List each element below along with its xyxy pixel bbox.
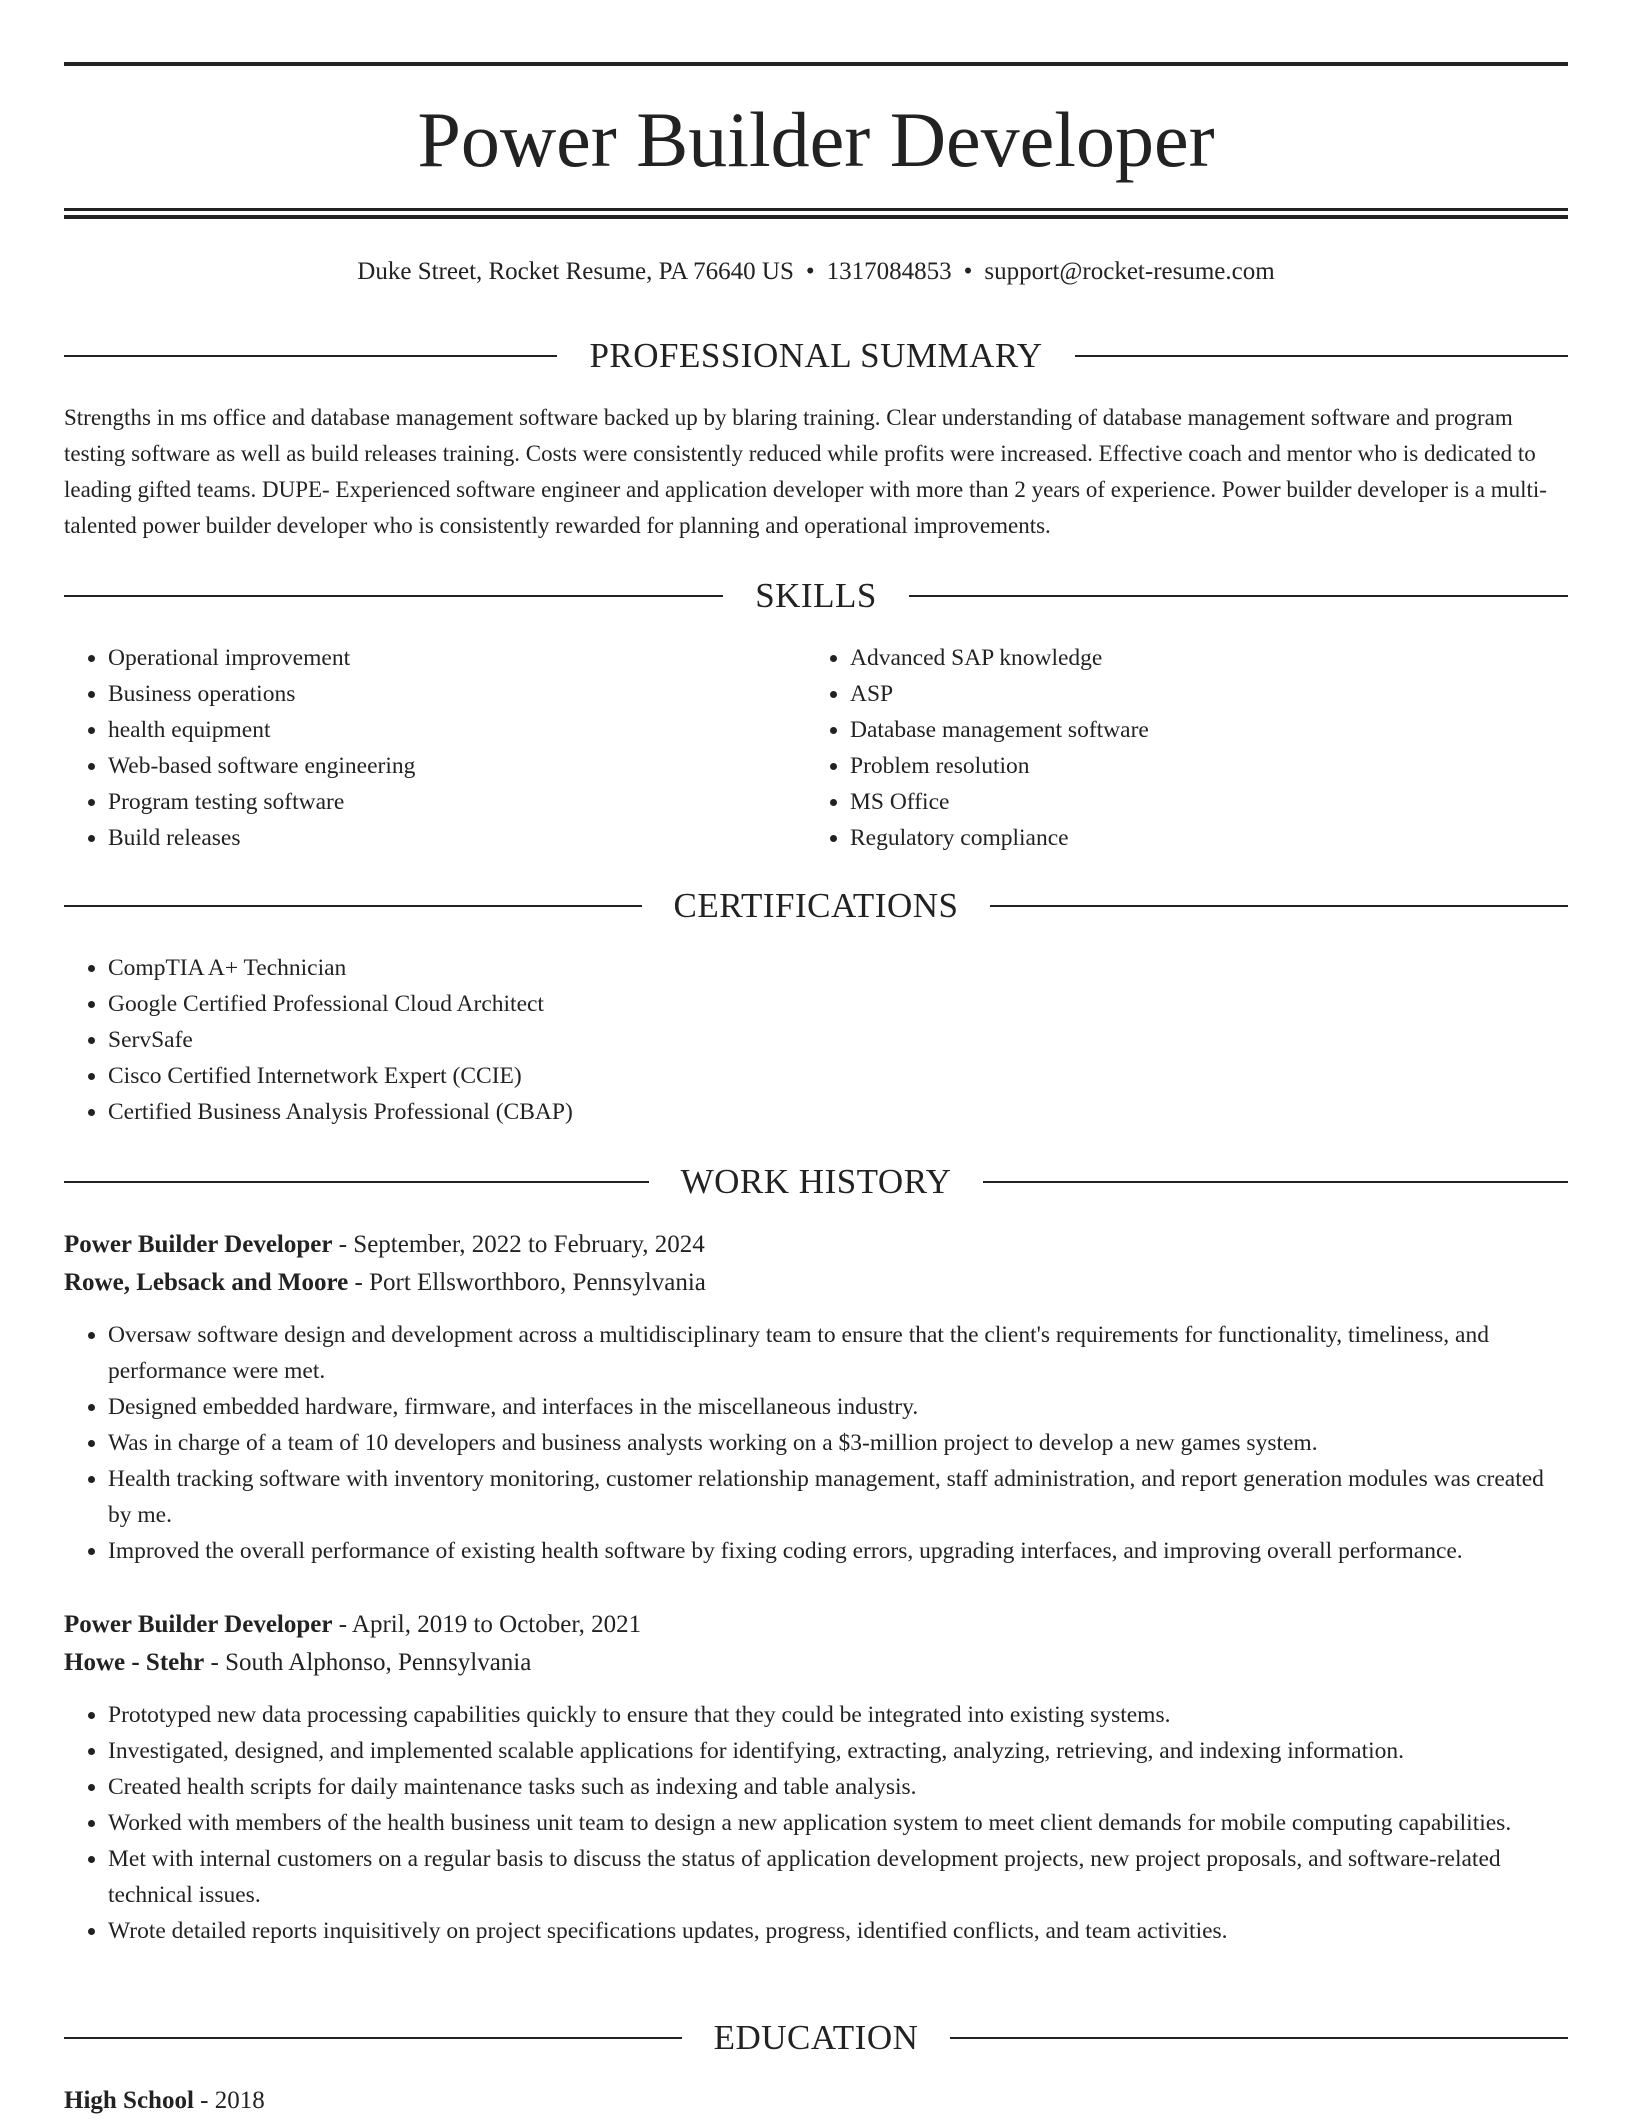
responsibility-item: • Designed embedded hardware, firmware, and interfaces in the miscellaneous industry. — [108, 1389, 1568, 1425]
skill-item: • health equipment — [108, 712, 804, 748]
education-line — [64, 2082, 1568, 2120]
candidate-name: Power Builder Developer — [417, 96, 1215, 183]
contact-address: Duke Street, Rocket Resume, PA 76640 US — [357, 258, 794, 285]
header-double-rule — [64, 208, 1568, 219]
heading-rule-right — [983, 1181, 1568, 1183]
job-responsibilities — [64, 1697, 1568, 1949]
job-location: - Port Ellsworthboro, Pennsylvania — [348, 1269, 706, 1296]
heading-rule-right — [950, 2037, 1568, 2039]
certification-item: • CompTIA A+ Technician — [108, 950, 1568, 986]
job-dates: - April, 2019 to October, 2021 — [332, 1611, 642, 1638]
skill-item: • Build releases — [108, 820, 804, 856]
responsibility-item: • Improved the overall performance of existing health software by fixing coding errors, upgrading interfaces, and improving overall performance. — [108, 1533, 1568, 1569]
job-dates: - September, 2022 to February, 2024 — [332, 1231, 705, 1258]
skill-item: • Regulatory compliance — [850, 820, 1546, 856]
job-location: - South Alphonso, Pennsylvania — [204, 1649, 532, 1676]
education-heading-title: EDUCATION — [713, 2018, 919, 2057]
skill-item: • Database management software — [850, 712, 1546, 748]
skill-item: • Advanced SAP knowledge — [850, 640, 1546, 676]
certification-item: • ServSafe — [108, 1022, 1568, 1058]
job-company: Howe - Stehr — [64, 1649, 205, 1676]
certification-item: • Certified Business Analysis Professional (CBAP) — [108, 1094, 1568, 1130]
skills-heading-title: SKILLS — [755, 576, 877, 615]
certification-item: • Cisco Certified Internetwork Expert (CCIE) — [108, 1058, 1568, 1094]
job-company: Rowe, Lebsack and Moore — [64, 1269, 349, 1296]
work-history-heading — [64, 1160, 1568, 1204]
skills-heading — [64, 574, 1568, 618]
skill-item: • Problem resolution — [850, 748, 1546, 784]
responsibility-item: • Investigated, designed, and implemented scalable applications for identifying, extracting, analyzing, retrieving, and indexing information. — [108, 1733, 1568, 1769]
education-degree: High School — [64, 2087, 194, 2114]
heading-rule-left — [64, 1181, 649, 1183]
job-entry — [64, 1226, 1568, 1569]
contact-phone: 1317084853 — [826, 258, 952, 285]
certifications-heading — [64, 884, 1568, 928]
responsibility-item: • Was in charge of a team of 10 developers and business analysts working on a $3-million project to develop a new games system. — [108, 1425, 1568, 1461]
job-entry — [64, 1606, 1568, 1949]
contact-separator: • — [963, 258, 973, 285]
heading-rule-left — [64, 355, 557, 357]
education-heading — [64, 2016, 1568, 2060]
skills-column-left — [64, 640, 804, 856]
heading-rule-right — [990, 905, 1568, 907]
job-company-line — [64, 1264, 1568, 1302]
skills-list-left — [64, 640, 804, 856]
certifications-heading-title: CERTIFICATIONS — [673, 886, 959, 925]
job-title: Power Builder Developer — [64, 1231, 333, 1258]
certifications-list — [64, 950, 1568, 1130]
responsibility-item: • Worked with members of the health business unit team to design a new application system to meet client demands for mobile computing capabilities. — [108, 1805, 1568, 1841]
certifications-block — [64, 950, 1568, 1130]
job-title-line — [64, 1606, 1568, 1644]
responsibility-item: • Prototyped new data processing capabilities quickly to ensure that they could be integrated into existing systems. — [108, 1697, 1568, 1733]
contact-separator: • — [805, 258, 815, 285]
summary-text: Strengths in ms office and database management software backed up by blaring training. Clear understanding of database management software and program testing software as well as build releases training. Costs were consistently reduced while profits were increased. Effective coach and mentor who is dedicated to leading gifted teams. DUPE- Experienced software engineer and application developer with more than 2 years of experience. Power builder developer is a multi-talented power builder developer who is consistently rewarded for planning and operational improvements. — [64, 405, 1547, 538]
education-year: - 2018 — [193, 2087, 265, 2114]
contact-email: support@rocket-resume.com — [984, 258, 1275, 285]
job-title: Power Builder Developer — [64, 1611, 333, 1638]
job-responsibilities — [64, 1317, 1568, 1569]
skill-item: • MS Office — [850, 784, 1546, 820]
responsibility-item: • Oversaw software design and development across a multidisciplinary team to ensure that the client's requirements for functionality, timeliness, and performance were met. — [108, 1317, 1568, 1389]
skill-item: • Program testing software — [108, 784, 804, 820]
responsibility-item: • Met with internal customers on a regular basis to discuss the status of application development projects, new project proposals, and software-related technical issues. — [108, 1841, 1568, 1913]
job-title-line — [64, 1226, 1568, 1264]
summary-heading-title: PROFESSIONAL SUMMARY — [589, 336, 1043, 375]
responsibility-item: • Health tracking software with inventory monitoring, customer relationship management, staff administration, and report generation modules was created by me. — [108, 1461, 1568, 1533]
heading-rule-left — [64, 595, 723, 597]
skill-item: • Web-based software engineering — [108, 748, 804, 784]
skills-column-right — [806, 640, 1546, 856]
heading-rule-left — [64, 905, 642, 907]
responsibility-item: • Created health scripts for daily maintenance tasks such as indexing and table analysis. — [108, 1769, 1568, 1805]
heading-rule-right — [909, 595, 1568, 597]
summary-heading — [64, 334, 1568, 378]
certification-item: • Google Certified Professional Cloud Architect — [108, 986, 1568, 1022]
responsibility-item: • Wrote detailed reports inquisitively on project specifications updates, progress, identified conflicts, and team activities. — [108, 1913, 1568, 1949]
header-top-rule — [64, 62, 1568, 66]
skill-item: • ASP — [850, 676, 1546, 712]
skill-item: • Operational improvement — [108, 640, 804, 676]
contact-line — [64, 254, 1568, 290]
heading-rule-right — [1075, 355, 1568, 357]
work-history-heading-title: WORK HISTORY — [680, 1162, 952, 1201]
skill-item: • Business operations — [108, 676, 804, 712]
job-company-line — [64, 1644, 1568, 1682]
skills-list-right — [806, 640, 1546, 856]
education-entry — [64, 2082, 1568, 2120]
heading-rule-left — [64, 2037, 682, 2039]
